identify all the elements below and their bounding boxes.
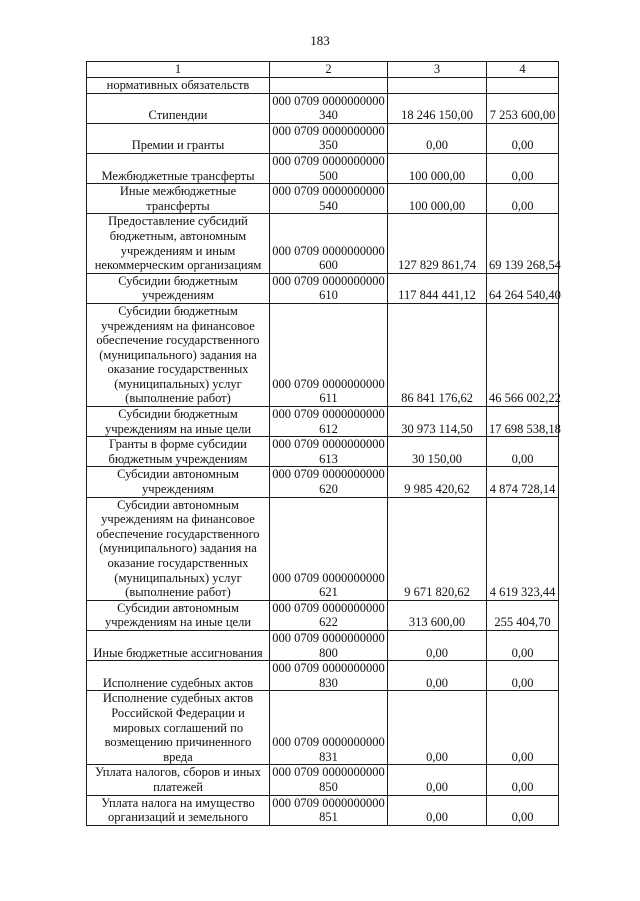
amount-column-3: 30 150,00: [388, 437, 487, 467]
budget-code: [270, 214, 388, 273]
row-name-line: учреждениям на финансовое: [101, 318, 255, 333]
budget-code: [270, 184, 388, 214]
budget-code: [270, 437, 388, 467]
amount-column-4: 64 264 540,40: [487, 273, 559, 303]
amount-column-3: 0,00: [388, 691, 487, 765]
budget-code: [270, 153, 388, 183]
budget-code: [270, 600, 388, 630]
amount-column-3: 0,00: [388, 795, 487, 825]
row-name-line: Уплата налога на имущество: [101, 795, 255, 810]
amount-column-3: 0,00: [388, 661, 487, 691]
amount-column-4: 0,00: [487, 630, 559, 660]
amount-column-4: 17 698 538,18: [487, 407, 559, 437]
amount-column-4: 0,00: [487, 765, 559, 795]
amount-column-3: 9 671 820,62: [388, 497, 487, 600]
budget-code: [270, 497, 388, 600]
header-row: [87, 62, 559, 78]
amount-column-4: 4 619 323,44: [487, 497, 559, 600]
row-name-line: учреждениям на иные цели: [104, 615, 252, 630]
row-name-line: вреда: [163, 749, 193, 764]
budget-code: [270, 467, 388, 497]
table-row: [87, 78, 559, 94]
budget-code-line: 622: [319, 615, 338, 630]
budget-code-line: 000 0709 0000000000: [272, 437, 385, 452]
budget-code-line: 000 0709 0000000000: [272, 661, 385, 676]
amount-column-4: 0,00: [487, 123, 559, 153]
row-name-line: учреждениям: [142, 482, 214, 497]
budget-code-line: 851: [319, 810, 338, 825]
amount-column-4: 0,00: [487, 184, 559, 214]
budget-code-line: 000 0709 0000000000: [272, 765, 385, 780]
budget-code: [270, 691, 388, 765]
row-name-line: нормативных обязательств: [106, 78, 250, 92]
row-name-line: Уплата налогов, сборов и иных: [95, 765, 261, 780]
amount-column-4: 0,00: [487, 661, 559, 691]
budget-code-line: 000 0709 0000000000: [272, 243, 385, 258]
budget-code-line: 830: [319, 675, 338, 690]
budget-code-line: 620: [319, 482, 338, 497]
budget-code: [270, 630, 388, 660]
amount-column-4: 46 566 002,22: [487, 303, 559, 406]
budget-code: [270, 78, 388, 94]
budget-code-line: 000 0709 0000000000: [272, 600, 385, 615]
row-name: [87, 497, 270, 600]
budget-code-line: 000 0709 0000000000: [272, 407, 385, 422]
budget-code-line: 000 0709 0000000000: [272, 735, 385, 750]
budget-code-line: 000 0709 0000000000: [272, 467, 385, 482]
column-header: 4: [487, 62, 559, 78]
amount-column-3: 0,00: [388, 123, 487, 153]
amount-column-4: 0,00: [487, 795, 559, 825]
budget-code-line: 000 0709 0000000000: [272, 570, 385, 585]
amount-column-3: 9 985 420,62: [388, 467, 487, 497]
budget-code-line: 000 0709 0000000000: [272, 123, 385, 138]
amount-column-4: 255 404,70: [487, 600, 559, 630]
amount-column-3: [388, 78, 487, 94]
row-name: [87, 661, 270, 691]
row-name: [87, 765, 270, 795]
table-row: [87, 123, 559, 153]
budget-code-line: 610: [319, 288, 338, 303]
amount-column-4: 0,00: [487, 153, 559, 183]
row-name: [87, 184, 270, 214]
row-name-line: (муниципального) задания на: [99, 541, 257, 556]
budget-code-line: 621: [319, 585, 338, 600]
row-name-line: бюджетным учреждениям: [108, 451, 248, 466]
budget-code-line: 611: [319, 391, 338, 406]
row-name: [87, 630, 270, 660]
budget-code-line: 350: [319, 138, 338, 153]
row-name-line: учреждениям: [142, 288, 214, 303]
row-name-line: (выполнение работ): [125, 585, 231, 600]
row-name-line: Российской Федерации и: [111, 705, 245, 720]
row-name: [87, 600, 270, 630]
amount-column-4: 0,00: [487, 437, 559, 467]
page-number: 183: [310, 33, 330, 48]
row-name-line: организаций и земельного: [108, 810, 248, 825]
row-name: [87, 273, 270, 303]
budget-code: [270, 303, 388, 406]
row-name-line: мировых соглашений по: [112, 720, 244, 735]
row-name: [87, 153, 270, 183]
row-name-line: учреждениям на иные цели: [104, 421, 252, 436]
table-body: [87, 78, 559, 826]
row-name-line: (муниципальных) услуг: [114, 570, 242, 585]
row-name-line: трансферты: [146, 198, 210, 213]
row-name-line: учреждениям и иным: [120, 243, 236, 258]
budget-code-line: 600: [319, 258, 338, 273]
column-header: 1: [87, 62, 270, 78]
amount-column-3: 313 600,00: [388, 600, 487, 630]
table-row: [87, 214, 559, 273]
budget-code: [270, 765, 388, 795]
budget-code-line: 540: [319, 198, 338, 213]
row-name-line: (муниципального) задания на: [99, 347, 257, 362]
row-name-line: Стипендии: [148, 108, 208, 123]
amount-column-3: 0,00: [388, 765, 487, 795]
table-row: [87, 765, 559, 795]
table-row: [87, 691, 559, 765]
budget-code-line: 500: [319, 168, 338, 183]
row-name-line: бюджетным, автономным: [109, 228, 247, 243]
row-name-line: оказание государственных: [107, 362, 249, 377]
row-name-line: платежей: [153, 779, 203, 794]
row-name-line: Иные бюджетные ассигнования: [93, 645, 263, 660]
row-name: [87, 93, 270, 123]
row-name-line: Субсидии автономным: [117, 467, 239, 482]
table-row: [87, 273, 559, 303]
budget-code-line: 000 0709 0000000000: [272, 630, 385, 645]
table-row: [87, 437, 559, 467]
table-row: [87, 407, 559, 437]
table-row: [87, 600, 559, 630]
amount-column-4: 4 874 728,14: [487, 467, 559, 497]
amount-column-3: 100 000,00: [388, 184, 487, 214]
row-name-line: Субсидии бюджетным: [118, 273, 238, 288]
budget-code: [270, 123, 388, 153]
table-row: [87, 467, 559, 497]
row-name: [87, 123, 270, 153]
row-name-line: Иные межбюджетные: [119, 184, 237, 199]
budget-code: [270, 661, 388, 691]
amount-column-4: 69 139 268,54: [487, 214, 559, 273]
amount-column-4: [487, 78, 559, 94]
amount-column-3: 127 829 861,74: [388, 214, 487, 273]
row-name-line: (выполнение работ): [125, 391, 231, 406]
budget-code: [270, 795, 388, 825]
budget-code: [270, 93, 388, 123]
row-name-line: (муниципальных) услуг: [114, 376, 242, 391]
budget-code-line: 340: [319, 108, 338, 123]
row-name: [87, 691, 270, 765]
row-name: [87, 303, 270, 406]
column-header: 2: [270, 62, 388, 78]
row-name: [87, 407, 270, 437]
table-row: [87, 630, 559, 660]
row-name-line: Гранты в форме субсидии: [109, 437, 247, 452]
budget-code-line: 612: [319, 421, 338, 436]
budget-code-line: 850: [319, 779, 338, 794]
row-name: [87, 467, 270, 497]
budget-code-line: 000 0709 0000000000: [272, 153, 385, 168]
row-name-line: возмещению причиненного: [104, 735, 252, 750]
row-name: [87, 795, 270, 825]
amount-column-4: 0,00: [487, 691, 559, 765]
budget-code-line: 000 0709 0000000000: [272, 93, 385, 108]
budget-code-line: 831: [319, 749, 338, 764]
row-name-line: Субсидии бюджетным: [118, 303, 238, 318]
budget-code-line: 000 0709 0000000000: [272, 795, 385, 810]
row-name-line: Субсидии автономным: [117, 600, 239, 615]
row-name-line: Исполнение судебных актов: [102, 675, 254, 690]
amount-column-3: 18 246 150,00: [388, 93, 487, 123]
table-row: [87, 497, 559, 600]
table-row: [87, 661, 559, 691]
amount-column-3: 0,00: [388, 630, 487, 660]
row-name-line: Межбюджетные трансферты: [101, 168, 255, 183]
budget-code: [270, 407, 388, 437]
row-name: [87, 214, 270, 273]
column-header: 3: [388, 62, 487, 78]
budget-table: [86, 61, 559, 826]
row-name-line: оказание государственных: [107, 556, 249, 570]
table-row: [87, 153, 559, 183]
row-name-line: Субсидии бюджетным: [118, 407, 238, 422]
row-name: [87, 78, 270, 94]
table-row: [87, 303, 559, 406]
row-name-line: Исполнение судебных актов: [102, 691, 254, 706]
amount-column-4: 7 253 600,00: [487, 93, 559, 123]
table-row: [87, 795, 559, 825]
row-name-line: обеспечение государственного: [96, 526, 260, 541]
table-row: [87, 93, 559, 123]
amount-column-3: 100 000,00: [388, 153, 487, 183]
budget-code-line: 800: [319, 645, 338, 660]
budget-code-line: 000 0709 0000000000: [272, 184, 385, 199]
row-name-line: некоммерческим организациям: [94, 258, 262, 273]
amount-column-3: 117 844 441,12: [388, 273, 487, 303]
row-name-line: Субсидии автономным: [117, 497, 239, 512]
budget-code-line: 000 0709 0000000000: [272, 273, 385, 288]
table-row: [87, 184, 559, 214]
budget-code: [270, 273, 388, 303]
budget-code-line: 000 0709 0000000000: [272, 376, 385, 391]
row-name-line: учреждениям на финансовое: [101, 512, 255, 527]
amount-column-3: 86 841 176,62: [388, 303, 487, 406]
row-name: [87, 437, 270, 467]
row-name-line: Предоставление субсидий: [108, 214, 248, 229]
amount-column-3: 30 973 114,50: [388, 407, 487, 437]
row-name-line: Премии и гранты: [131, 138, 225, 153]
budget-code-line: 613: [319, 451, 338, 466]
row-name-line: обеспечение государственного: [96, 333, 260, 348]
